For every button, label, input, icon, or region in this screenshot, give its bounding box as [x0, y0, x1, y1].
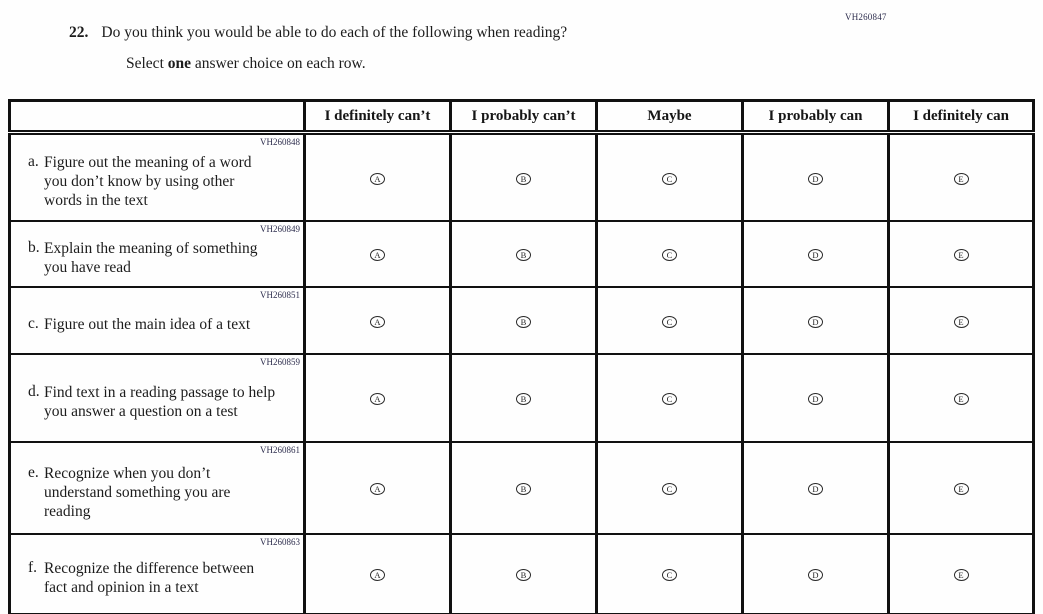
option-bubble-c[interactable]: C [662, 316, 677, 328]
instruction-emphasis: one [167, 55, 191, 72]
table-row-c [10, 287, 1034, 354]
table-row-e [10, 442, 1034, 534]
column-header-definitely-cant: I definitely can’t [305, 101, 451, 133]
question-number: 22. [69, 24, 89, 41]
table-row-b [10, 221, 1034, 287]
item-letter: c. [28, 315, 39, 332]
option-bubble-a[interactable]: A [370, 483, 385, 495]
item-letter: f. [28, 559, 38, 576]
item-letter: a. [28, 153, 39, 170]
item-cell-a [10, 133, 305, 222]
item-cell-c [10, 287, 305, 354]
option-bubble-b[interactable]: B [516, 249, 531, 261]
item-cell-e [10, 442, 305, 534]
item-code: VH260859 [260, 357, 300, 367]
option-bubble-d[interactable]: D [808, 249, 823, 261]
table-row-d [10, 354, 1034, 442]
option-cell-d5[interactable] [889, 354, 1034, 442]
option-cell-a5[interactable] [889, 133, 1034, 222]
table-row-a [10, 133, 1034, 222]
option-bubble-b[interactable]: B [516, 569, 531, 581]
option-cell-e2[interactable] [451, 442, 597, 534]
item-cell-d [10, 354, 305, 442]
option-bubble-e[interactable]: E [954, 483, 969, 495]
option-bubble-c[interactable]: C [662, 483, 677, 495]
option-cell-a3[interactable] [597, 133, 743, 222]
option-cell-e3[interactable] [597, 442, 743, 534]
option-bubble-a[interactable]: A [370, 249, 385, 261]
option-bubble-e[interactable]: E [954, 316, 969, 328]
option-cell-c4[interactable] [743, 287, 889, 354]
option-bubble-b[interactable]: B [516, 393, 531, 405]
option-bubble-d[interactable]: D [808, 483, 823, 495]
item-text: Recognize when you don’t understand something you are reading [44, 464, 231, 520]
option-bubble-d[interactable]: D [808, 173, 823, 185]
option-bubble-c[interactable]: C [662, 569, 677, 581]
option-cell-f5[interactable] [889, 534, 1034, 614]
item-text: Find text in a reading passage to help you answer a question on a test [44, 384, 276, 420]
item-cell-b [10, 221, 305, 287]
column-header-definitely-can: I definitely can [889, 101, 1034, 133]
option-bubble-a[interactable]: A [370, 393, 385, 405]
option-cell-b4[interactable] [743, 221, 889, 287]
option-cell-f3[interactable] [597, 534, 743, 614]
option-cell-f4[interactable] [743, 534, 889, 614]
option-bubble-a[interactable]: A [370, 173, 385, 185]
item-code: VH260848 [260, 137, 300, 147]
option-cell-b5[interactable] [889, 221, 1034, 287]
item-letter: d. [28, 383, 40, 400]
option-bubble-c[interactable]: C [662, 173, 677, 185]
option-cell-c2[interactable] [451, 287, 597, 354]
item-letter: e. [28, 463, 39, 481]
question-line [69, 24, 567, 42]
item-letter: b. [28, 239, 40, 256]
option-cell-c5[interactable] [889, 287, 1034, 354]
option-cell-b1[interactable] [305, 221, 451, 287]
instruction-line [126, 55, 366, 73]
option-cell-c1[interactable] [305, 287, 451, 354]
instruction-suffix: answer choice on each row. [191, 55, 366, 72]
item-text: Recognize the difference between fact and opinion in a text [44, 560, 255, 596]
option-cell-d4[interactable] [743, 354, 889, 442]
question-text: Do you think you would be able to do each of the following when reading? [101, 24, 568, 41]
option-bubble-e[interactable]: E [954, 249, 969, 261]
option-bubble-e[interactable]: E [954, 393, 969, 405]
option-cell-b2[interactable] [451, 221, 597, 287]
item-code: VH260861 [260, 445, 300, 455]
instruction-prefix: Select [126, 55, 168, 72]
item-text: Figure out the meaning of a word you don’t know by using other words in the text [44, 154, 252, 209]
item-text: Explain the meaning of something you have read [44, 240, 258, 276]
option-cell-a2[interactable] [451, 133, 597, 222]
column-header-maybe: Maybe [597, 101, 743, 133]
option-cell-d2[interactable] [451, 354, 597, 442]
answer-matrix-table [8, 99, 1035, 614]
option-bubble-d[interactable]: D [808, 569, 823, 581]
option-bubble-c[interactable]: C [662, 393, 677, 405]
option-cell-e1[interactable] [305, 442, 451, 534]
question-accession-code: VH260847 [845, 12, 887, 22]
option-bubble-c[interactable]: C [662, 249, 677, 261]
option-cell-d1[interactable] [305, 354, 451, 442]
option-cell-a4[interactable] [743, 133, 889, 222]
item-text: Figure out the main idea of a text [44, 316, 251, 333]
option-cell-d3[interactable] [597, 354, 743, 442]
column-header-probably-can: I probably can [743, 101, 889, 133]
option-bubble-e[interactable]: E [954, 173, 969, 185]
option-cell-b3[interactable] [597, 221, 743, 287]
option-cell-f1[interactable] [305, 534, 451, 614]
column-header-probably-cant: I probably can’t [451, 101, 597, 133]
option-bubble-b[interactable]: B [516, 173, 531, 185]
option-cell-c3[interactable] [597, 287, 743, 354]
corner-cell [10, 101, 305, 133]
item-code: VH260849 [260, 224, 300, 234]
option-bubble-d[interactable]: D [808, 393, 823, 405]
option-bubble-d[interactable]: D [808, 316, 823, 328]
item-cell-f [10, 534, 305, 614]
option-bubble-a[interactable]: A [370, 316, 385, 328]
table-row-f [10, 534, 1034, 614]
item-code: VH260851 [260, 290, 300, 300]
option-cell-e4[interactable] [743, 442, 889, 534]
header-row [10, 101, 1034, 133]
option-cell-a1[interactable] [305, 133, 451, 222]
option-bubble-a[interactable]: A [370, 569, 385, 581]
option-bubble-b[interactable]: B [516, 316, 531, 328]
option-bubble-b[interactable]: B [516, 483, 531, 495]
item-code: VH260863 [260, 537, 300, 547]
option-cell-f2[interactable] [451, 534, 597, 614]
option-bubble-e[interactable]: E [954, 569, 969, 581]
option-cell-e5[interactable] [889, 442, 1034, 534]
